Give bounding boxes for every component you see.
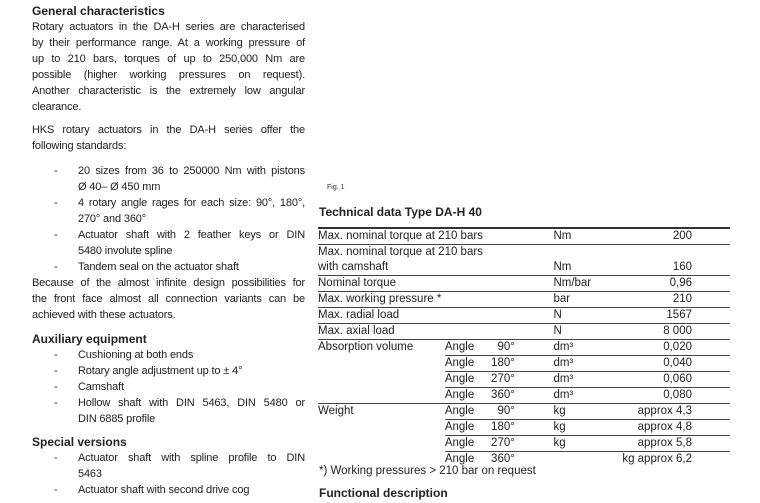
row-unit: N [553,324,622,340]
bullet: - [54,349,58,361]
text-line: Because of the almost infinite design possibilities for [32,277,305,289]
bullet: - [54,397,58,409]
angle-value: 90° [497,341,515,353]
text-line: Rotary actuators in the DA-H series are characterised [32,21,305,33]
item-text: Camshaft [78,381,124,393]
row-value: 0,060 [622,372,730,388]
row-unit: kg [553,404,622,420]
item-text: Cushioning at both ends [78,349,194,361]
bullet: - [54,365,58,377]
bullet: - [54,229,58,241]
list-item [32,395,305,411]
item-text: Actuator shaft with 2 feather keys or DIN [78,229,305,241]
row-unit: dm³ [553,388,622,404]
list-item-cont [32,466,305,482]
row-value: 210 [622,292,730,308]
row-label: Nominal torque [318,276,553,292]
bullet: - [54,381,58,393]
angle-word: Angle [444,341,475,353]
row-unit: Nm [553,228,622,245]
angle-word: Angle [444,453,475,465]
row-unit: dm³ [553,356,622,372]
group-label: Absorption volume [318,340,445,404]
angle-cell [445,420,554,436]
list-item-cont [32,411,305,427]
angle-word: Angle [444,389,475,401]
table-row [318,245,730,261]
row-value: approx 4,8 [622,420,730,436]
text-line: achieved with these actuators. [32,309,176,321]
angle-word: Angle [444,373,475,385]
list-item-cont [32,179,305,195]
angle-value: 90° [497,405,515,417]
angle-word: Angle [444,437,475,449]
row-value: 160 [672,261,692,273]
list-item [32,195,305,211]
item-text: Actuator shaft with spline profile to DIN [78,452,305,464]
item-text: Tandem seal on the actuator shaft [78,261,239,273]
table-row [318,260,730,276]
angle-value: 360° [491,389,515,401]
row-unit: dm³ [553,340,622,356]
text-line: Another characteristic is the extremely low angular [32,85,305,97]
angle-cell [445,372,554,388]
row-unit: Nm/bar [553,276,622,292]
table-row [318,404,730,420]
row-value: 1567 [622,308,730,324]
figure-caption: Fig. 1 [327,184,345,191]
row-value: approx 4,3 [622,404,730,420]
text-line: possible (higher working pressures on request). [32,69,305,81]
item-text: 4 rotary angle rages for each size: 90°, 180°, [78,197,305,209]
aux-heading: Auxiliary equipment [32,332,147,346]
table-row [318,276,730,292]
text-line: following standards: [32,140,127,152]
list-item-cont [32,243,305,259]
row-unit: Nm [553,261,572,273]
list-item [32,379,305,395]
item-text: 20 sizes from 36 to 250000 Nm with pistons [78,165,305,177]
angle-cell [445,436,554,452]
row-label: Max. nominal torque at 210 bars [318,245,730,261]
row-value: approx 5,8 [622,436,730,452]
row-label: Max. radial load [318,308,553,324]
row-unit [553,452,622,468]
item-text: DIN 6885 profile [78,413,156,425]
text-line: the front face almost all connection variants can be [32,293,305,305]
row-value: 0,080 [622,388,730,404]
row-unit: kg [553,436,622,452]
text-line: HKS rotary actuators in the DA-H series offer the [32,124,305,136]
angle-value: 270° [491,437,515,449]
angle-cell [445,340,554,356]
table-title: Technical data Type DA-H 40 [319,205,482,219]
row-value: kg approx 6,2 [622,452,730,468]
table-row [318,308,730,324]
table-row [318,340,730,356]
text-line: up to 210 bars, torques of up to 250,000 Nm are [32,53,305,65]
angle-word: Angle [444,405,475,417]
special-heading: Special versions [32,435,127,449]
angle-value: 180° [491,421,515,433]
list-item [32,347,305,363]
list-item [32,259,305,275]
row-unit: kg [553,420,622,436]
item-text: 5480 involute spline [78,245,173,257]
item-text: Hollow shaft with DIN 5463, DIN 5480 or [78,397,305,409]
item-text: Actuator shaft with second drive cog [78,484,250,496]
bullet: - [54,452,58,464]
item-text: Rotary angle adjustment up to ± 4° [78,365,243,377]
angle-value: 180° [491,357,515,369]
row-value: 0,020 [622,340,730,356]
list-item [32,363,305,379]
text-line: by their performance range. At a working pressure of [32,37,305,49]
angle-value: 270° [491,373,515,385]
row-label: with camshaft [318,261,389,273]
row-value: 0,96 [622,276,730,292]
row-unit: bar [553,292,622,308]
row-value: 0,040 [622,356,730,372]
row-unit: N [553,308,622,324]
text-line: clearance. [32,101,82,113]
angle-cell [445,404,554,420]
row-label: Max. axial load [318,324,553,340]
item-text: Ø 40– Ø 450 mm [78,181,161,193]
table-row [318,292,730,308]
left-column [32,3,305,498]
list-item-cont [32,211,305,227]
angle-cell [445,356,554,372]
angle-value: 360° [491,453,515,465]
row-label: Max. working pressure * [318,292,553,308]
table-row [318,228,730,245]
list-item [32,227,305,243]
list-item [32,482,305,498]
footnote: *) Working pressures > 210 bar on request [319,465,536,477]
general-heading: General characteristics [32,4,165,18]
angle-word: Angle [444,357,475,369]
technical-data-table [318,227,730,467]
list-item [32,450,305,466]
row-unit: dm³ [553,372,622,388]
row-label: Max. nominal torque at 210 bars [318,228,553,245]
item-text: 270° and 360° [78,213,147,225]
bullet: - [54,197,58,209]
bullet: - [54,261,58,273]
row-value: 200 [622,228,730,245]
angle-cell [445,388,554,404]
angle-word: Angle [444,421,475,433]
functional-description-heading: Functional description [319,486,448,500]
group-label: Weight [318,404,445,468]
bullet: - [54,484,58,496]
bullet: - [54,165,58,177]
item-text: 5463 [78,468,102,480]
list-item [32,163,305,179]
row-value: 8 000 [622,324,730,340]
table-row [318,324,730,340]
